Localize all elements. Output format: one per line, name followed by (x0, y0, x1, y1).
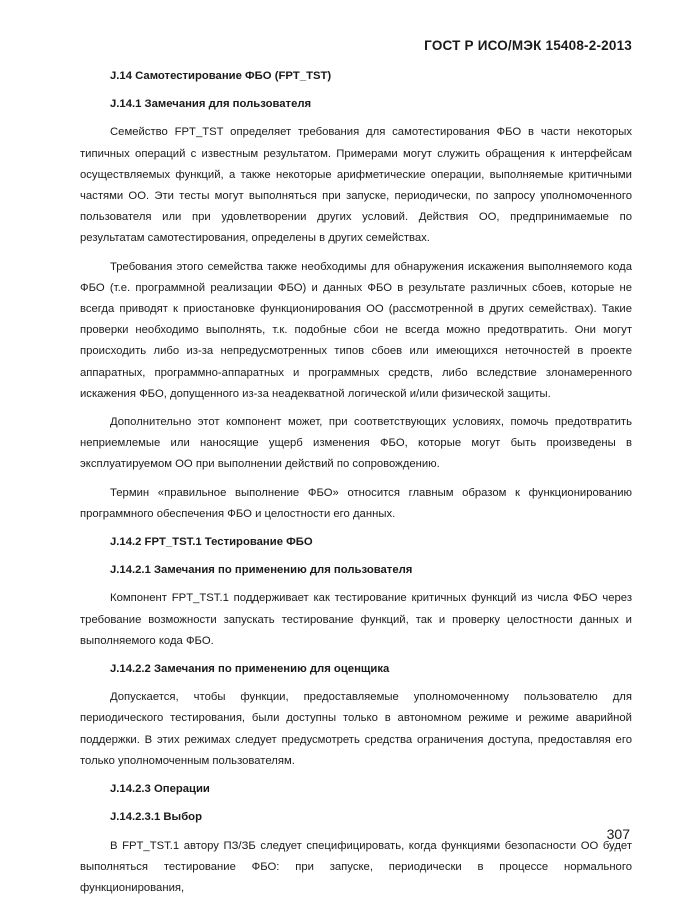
document-header: ГОСТ Р ИСО/МЭК 15408-2-2013 (424, 38, 632, 53)
section-heading-j1422: J.14.2.2 Замечания по применению для оценщика (110, 663, 390, 676)
paragraph: Дополнительно этот компонент может, при соответствующих условиях, помочь предотвратить неприемлемые или наносящие ущерб изменения ФБО, которые могут быть произведены в эксплуатируемом ОО при выполнении действий по сопровождению. (80, 416, 632, 471)
section-heading-j1423: J.14.2.3 Операции (110, 783, 210, 796)
paragraph: В FPT_TST.1 автору ПЗ/ЗБ следует специфицировать, когда функциями безопасности ОО будет выполняться тестирование ФБО: при запуске, периодически в процессе нормального функционирования, (80, 839, 632, 894)
paragraph: Семейство FPT_TST определяет требования для самотестирования ФБО в части некоторых типичных операций с известным результатом. Примерами могут служить обращения к интерфейсам осуществляемых функций, а также некоторые арифметические операции, выполняемые критичными частями ОО. Эти тесты могут выполняться при запуске, периодически, по запросу уполномоченного пользователя или при удовлетворении других условий. Действия ОО, предпринимаемые по результатам самотестирования, определены в других семействах. (80, 126, 632, 245)
section-heading-j14: J.14 Самотестирование ФБО (FPT_TST) (110, 70, 332, 82)
paragraph: Требования этого семейства также необходимы для обнаружения искажения выполняемого кода ФБО (т.е. программной реализации ФБО) и данных ФБО в результате различных сбоев, которые не всегда приводят к приостановке функционирования ОО (рассмотренной в других семействах). Такие проверки необходимо выполнять, т.к. подобные сбои не всегда можно предотвратить. Они могут происходить либо из-за непредусмотренных типов сбоев или имеющихся неточностей в проекте аппаратных, программно-аппаратных и программных средств, либо вследствие злонамеренного искажения ФБО, допущенного из-за неадекватной логической и/или физической защиты. (80, 260, 632, 400)
page-number: 307 (606, 826, 630, 842)
section-heading-j141: J.14.1 Замечания для пользователя (110, 98, 312, 111)
document-body (80, 66, 632, 906)
section-heading-j14231: J.14.2.3.1 Выбор (110, 811, 202, 824)
section-heading-j1421: J.14.2.1 Замечания по применению для пользователя (110, 564, 413, 577)
paragraph: Термин «правильное выполнение ФБО» относится главным образом к функционированию программного обеспечения ФБО и целостности его данных. (80, 486, 632, 520)
paragraph: Допускается, чтобы функции, предоставляемые уполномоченному пользователю для периодического тестирования, были доступны только в автономном режиме и режиме аварийной поддержки. В этих режимах следует предусмотреть средства ограничения доступа, предоставляя его только уполномоченным пользователям. (80, 691, 632, 767)
paragraph: Компонент FPT_TST.1 поддерживает как тестирование критичных функций из числа ФБО через требование возможности запускать тестирование функций, так и проверку целостности данных и выполняемого кода ФБО. (80, 592, 632, 647)
section-heading-j142: J.14.2 FPT_TST.1 Тестирование ФБО (110, 536, 313, 549)
